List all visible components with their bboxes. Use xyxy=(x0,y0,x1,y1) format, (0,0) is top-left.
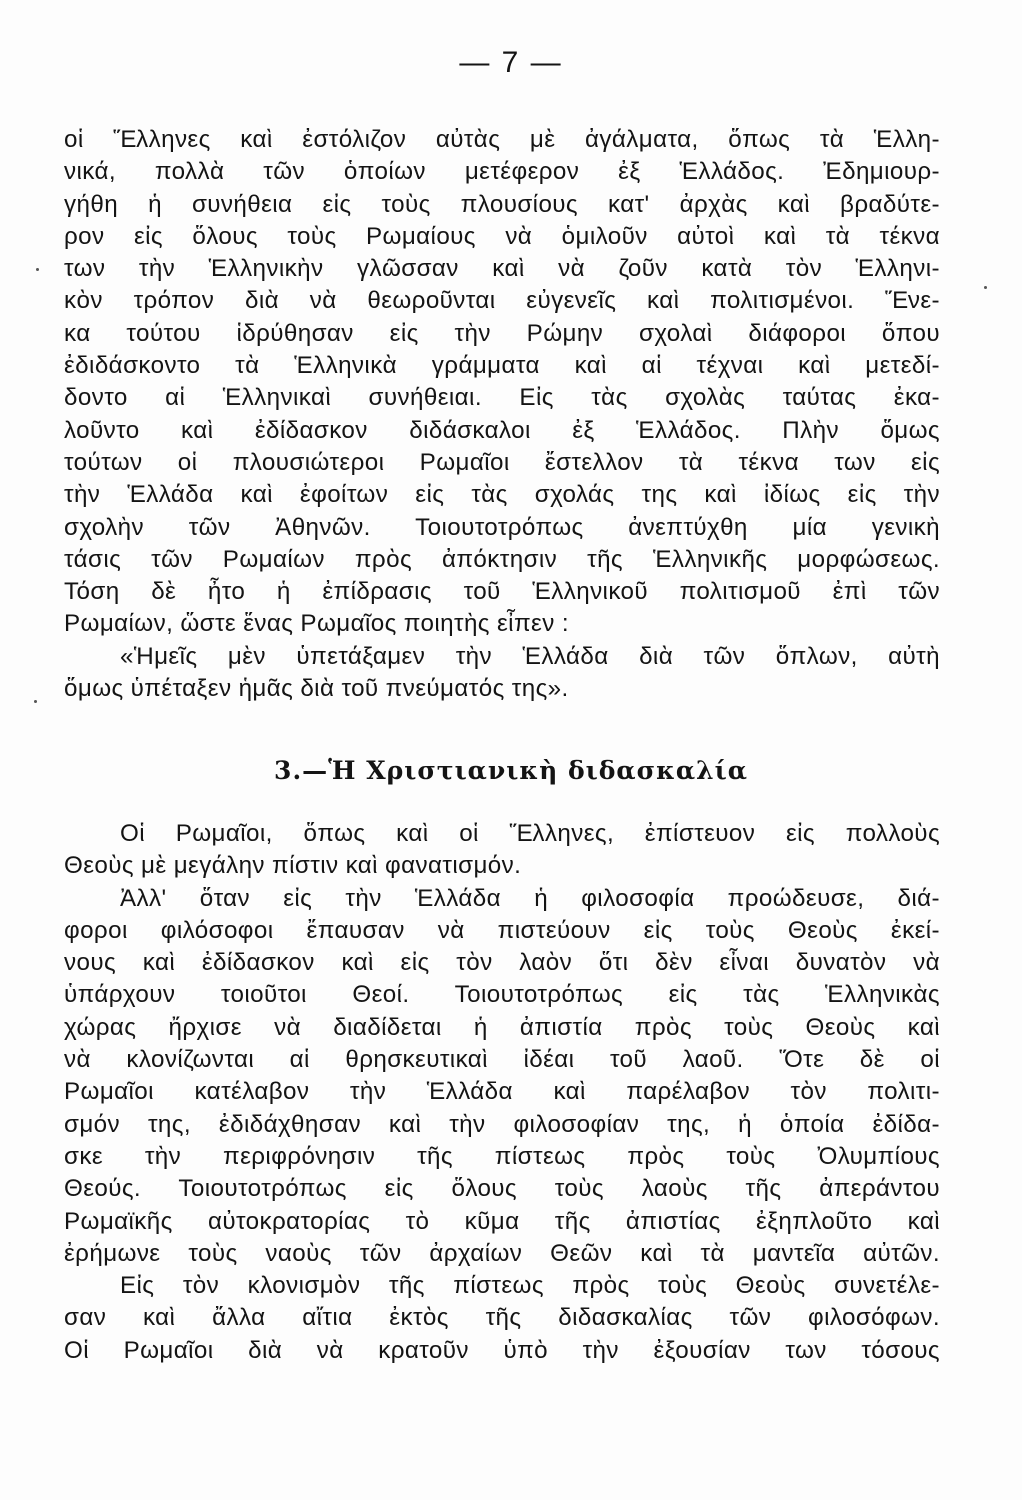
text-line: σκε τὴν περιφρόνησιν τῆς πίστεως πρὸς τοὺς Ὀλυμπίους xyxy=(64,1142,940,1170)
paper-speck xyxy=(984,286,987,289)
text-line: κὸν τρόπον διὰ νὰ θεωροῦνται εὐγενεῖς καὶ πολιτισμένοι. Ἕνε- xyxy=(64,287,940,315)
text-line: ἐδιδάσκοντο τὰ Ἑλληνικὰ γράμματα καὶ αἱ τέχναι καὶ μετεδί- xyxy=(64,352,940,380)
paper-speck xyxy=(34,700,37,703)
text-line: ἐρήμωνε τοὺς ναοὺς τῶν ἀρχαίων Θεῶν καὶ τὰ μαντεῖα αὐτῶν. xyxy=(64,1239,940,1267)
text-line: σχολὴν τῶν Ἀθηνῶν. Τοιουτοτρόπως ἀνεπτύχθη μία γενικὴ xyxy=(64,513,940,541)
paragraph-christian-teaching xyxy=(64,818,940,1367)
text-line: λοῦντο καὶ ἐδίδασκον διδάσκαλοι ἐξ Ἑλλάδος. Πλὴν ὅμως xyxy=(64,416,940,444)
text-line: Εἰς τὸν κλονισμὸν τῆς πίστεως πρὸς τοὺς Θεοὺς συνετέλε- xyxy=(120,1272,940,1300)
text-line: τούτων οἱ πλουσιώτεροι Ρωμαῖοι ἔστελλον τὰ τέκνα των εἰς xyxy=(64,448,940,476)
text-line: σμόν της, ἐδιδάχθησαν καὶ τὴν φιλοσοφίαν της, ἡ ὁποία ἐδίδα- xyxy=(64,1110,940,1138)
text-line: Θεούς. Τοιουτοτρόπως εἰς ὅλους τοὺς λαοὺς τῆς ἀπεράντου xyxy=(64,1175,940,1203)
text-line: Οἱ Ρωμαῖοι, ὅπως καὶ οἱ Ἕλληνες, ἐπίστευον εἰς πολλοὺς xyxy=(120,820,940,847)
text-line: Ρωμαίων, ὥστε ἕνας Ρωμαῖος ποιητὴς εἶπεν : xyxy=(64,610,569,638)
text-line: ὑπάρχουν τοιοῦτοι Θεοί. Τοιουτοτρόπως εἰς τὰς Ἑλληνικὰς xyxy=(64,981,940,1009)
text-line: φοροι φιλόσοφοι ἔπαυσαν νὰ πιστεύουν εἰς τοὺς Θεοὺς ἐκεί- xyxy=(64,916,940,944)
text-line: τὴν Ἑλλάδα καὶ ἐφοίτων εἰς τὰς σχολάς της καὶ ἰδίως εἰς τὴν xyxy=(64,481,940,509)
text-line: σαν καὶ ἄλλα αἴτια ἐκτὸς τῆς διδασκαλίας τῶν φιλοσόφων. xyxy=(64,1304,940,1332)
paper-speck xyxy=(36,268,39,271)
text-line: χώρας ἤρχισε νὰ διαδίδεται ἡ ἀπιστία πρὸς τοὺς Θεοὺς καὶ xyxy=(64,1013,940,1041)
text-line: νὰ κλονίζωνται αἱ θρησκευτικαὶ ἰδέαι τοῦ λαοῦ. Ὅτε δὲ οἱ xyxy=(64,1046,940,1074)
quote-line: «Ἡμεῖς μὲν ὑπετάξαμεν τὴν Ἑλλάδα διὰ τῶν ὅπλων, αὐτὴ xyxy=(120,642,940,670)
text-line: Θεοὺς μὲ μεγάλην πίστιν καὶ φανατισμόν. xyxy=(64,852,522,880)
text-line: των τὴν Ἑλληνικὴν γλῶσσαν καὶ νὰ ζοῦν κατὰ τὸν Ἑλληνι- xyxy=(64,255,940,283)
text-line: Ρωμαῖοι κατέλαβον τὴν Ἑλλάδα καὶ παρέλαβον τὸν πολιτι- xyxy=(64,1078,940,1106)
text-line: κα τούτου ἱδρύθησαν εἰς τὴν Ρώμην σχολαὶ διάφοροι ὅπου xyxy=(64,319,940,347)
text-line: Ἀλλ' ὅταν εἰς τὴν Ἑλλάδα ἡ φιλοσοφία προώδευσε, διά- xyxy=(120,884,940,912)
text-line: ρον εἰς ὅλους τοὺς Ρωμαίους νὰ ὁμιλοῦν αὐτοὶ καὶ τὰ τέκνα xyxy=(64,222,940,250)
text-line: Τόση δὲ ἦτο ἡ ἐπίδρασις τοῦ Ἑλληνικοῦ πολιτισμοῦ ἐπὶ τῶν xyxy=(64,578,940,606)
text-line: νους καὶ ἐδίδασκον καὶ εἰς τὸν λαὸν ὅτι δὲν εἶναι δυνατὸν νὰ xyxy=(64,949,940,977)
paragraph-greek-influence xyxy=(64,124,940,705)
section-heading: 3.—Ἡ Χριστιανικὴ διδασκαλία xyxy=(274,756,748,785)
text-line: οἱ Ἕλληνες καὶ ἐστόλιζον αὐτὰς μὲ ἀγάλματα, ὅπως τὰ Ἑλλη- xyxy=(64,126,940,153)
text-line: δοντο αἱ Ἑλληνικαὶ συνήθειαι. Εἰς τὰς σχολὰς ταύτας ἐκα- xyxy=(64,384,940,412)
text-line: Ρωμαϊκῆς αὐτοκρατορίας τὸ κῦμα τῆς ἀπιστίας ἐξηπλοῦτο καὶ xyxy=(64,1207,940,1235)
text-line: νικά, πολλὰ τῶν ὁποίων μετέφερον ἐξ Ἑλλάδος. Ἐδημιουρ- xyxy=(64,158,940,186)
page-number: — 7 — xyxy=(459,46,563,79)
text-line: τάσις τῶν Ρωμαίων πρὸς ἀπόκτησιν τῆς Ἑλληνικῆς μορφώσεως. xyxy=(64,545,940,573)
text-line: Οἱ Ρωμαῖοι διὰ νὰ κρατοῦν ὑπὸ τὴν ἐξουσίαν των τόσους xyxy=(64,1336,940,1364)
quote-line: ὅμως ὑπέταξεν ἡμᾶς διὰ τοῦ πνεύματός της». xyxy=(64,675,569,703)
text-line: γήθη ἡ συνήθεια εἰς τοὺς πλουσίους κατ' ἀρχὰς καὶ βραδύτε- xyxy=(64,190,940,218)
